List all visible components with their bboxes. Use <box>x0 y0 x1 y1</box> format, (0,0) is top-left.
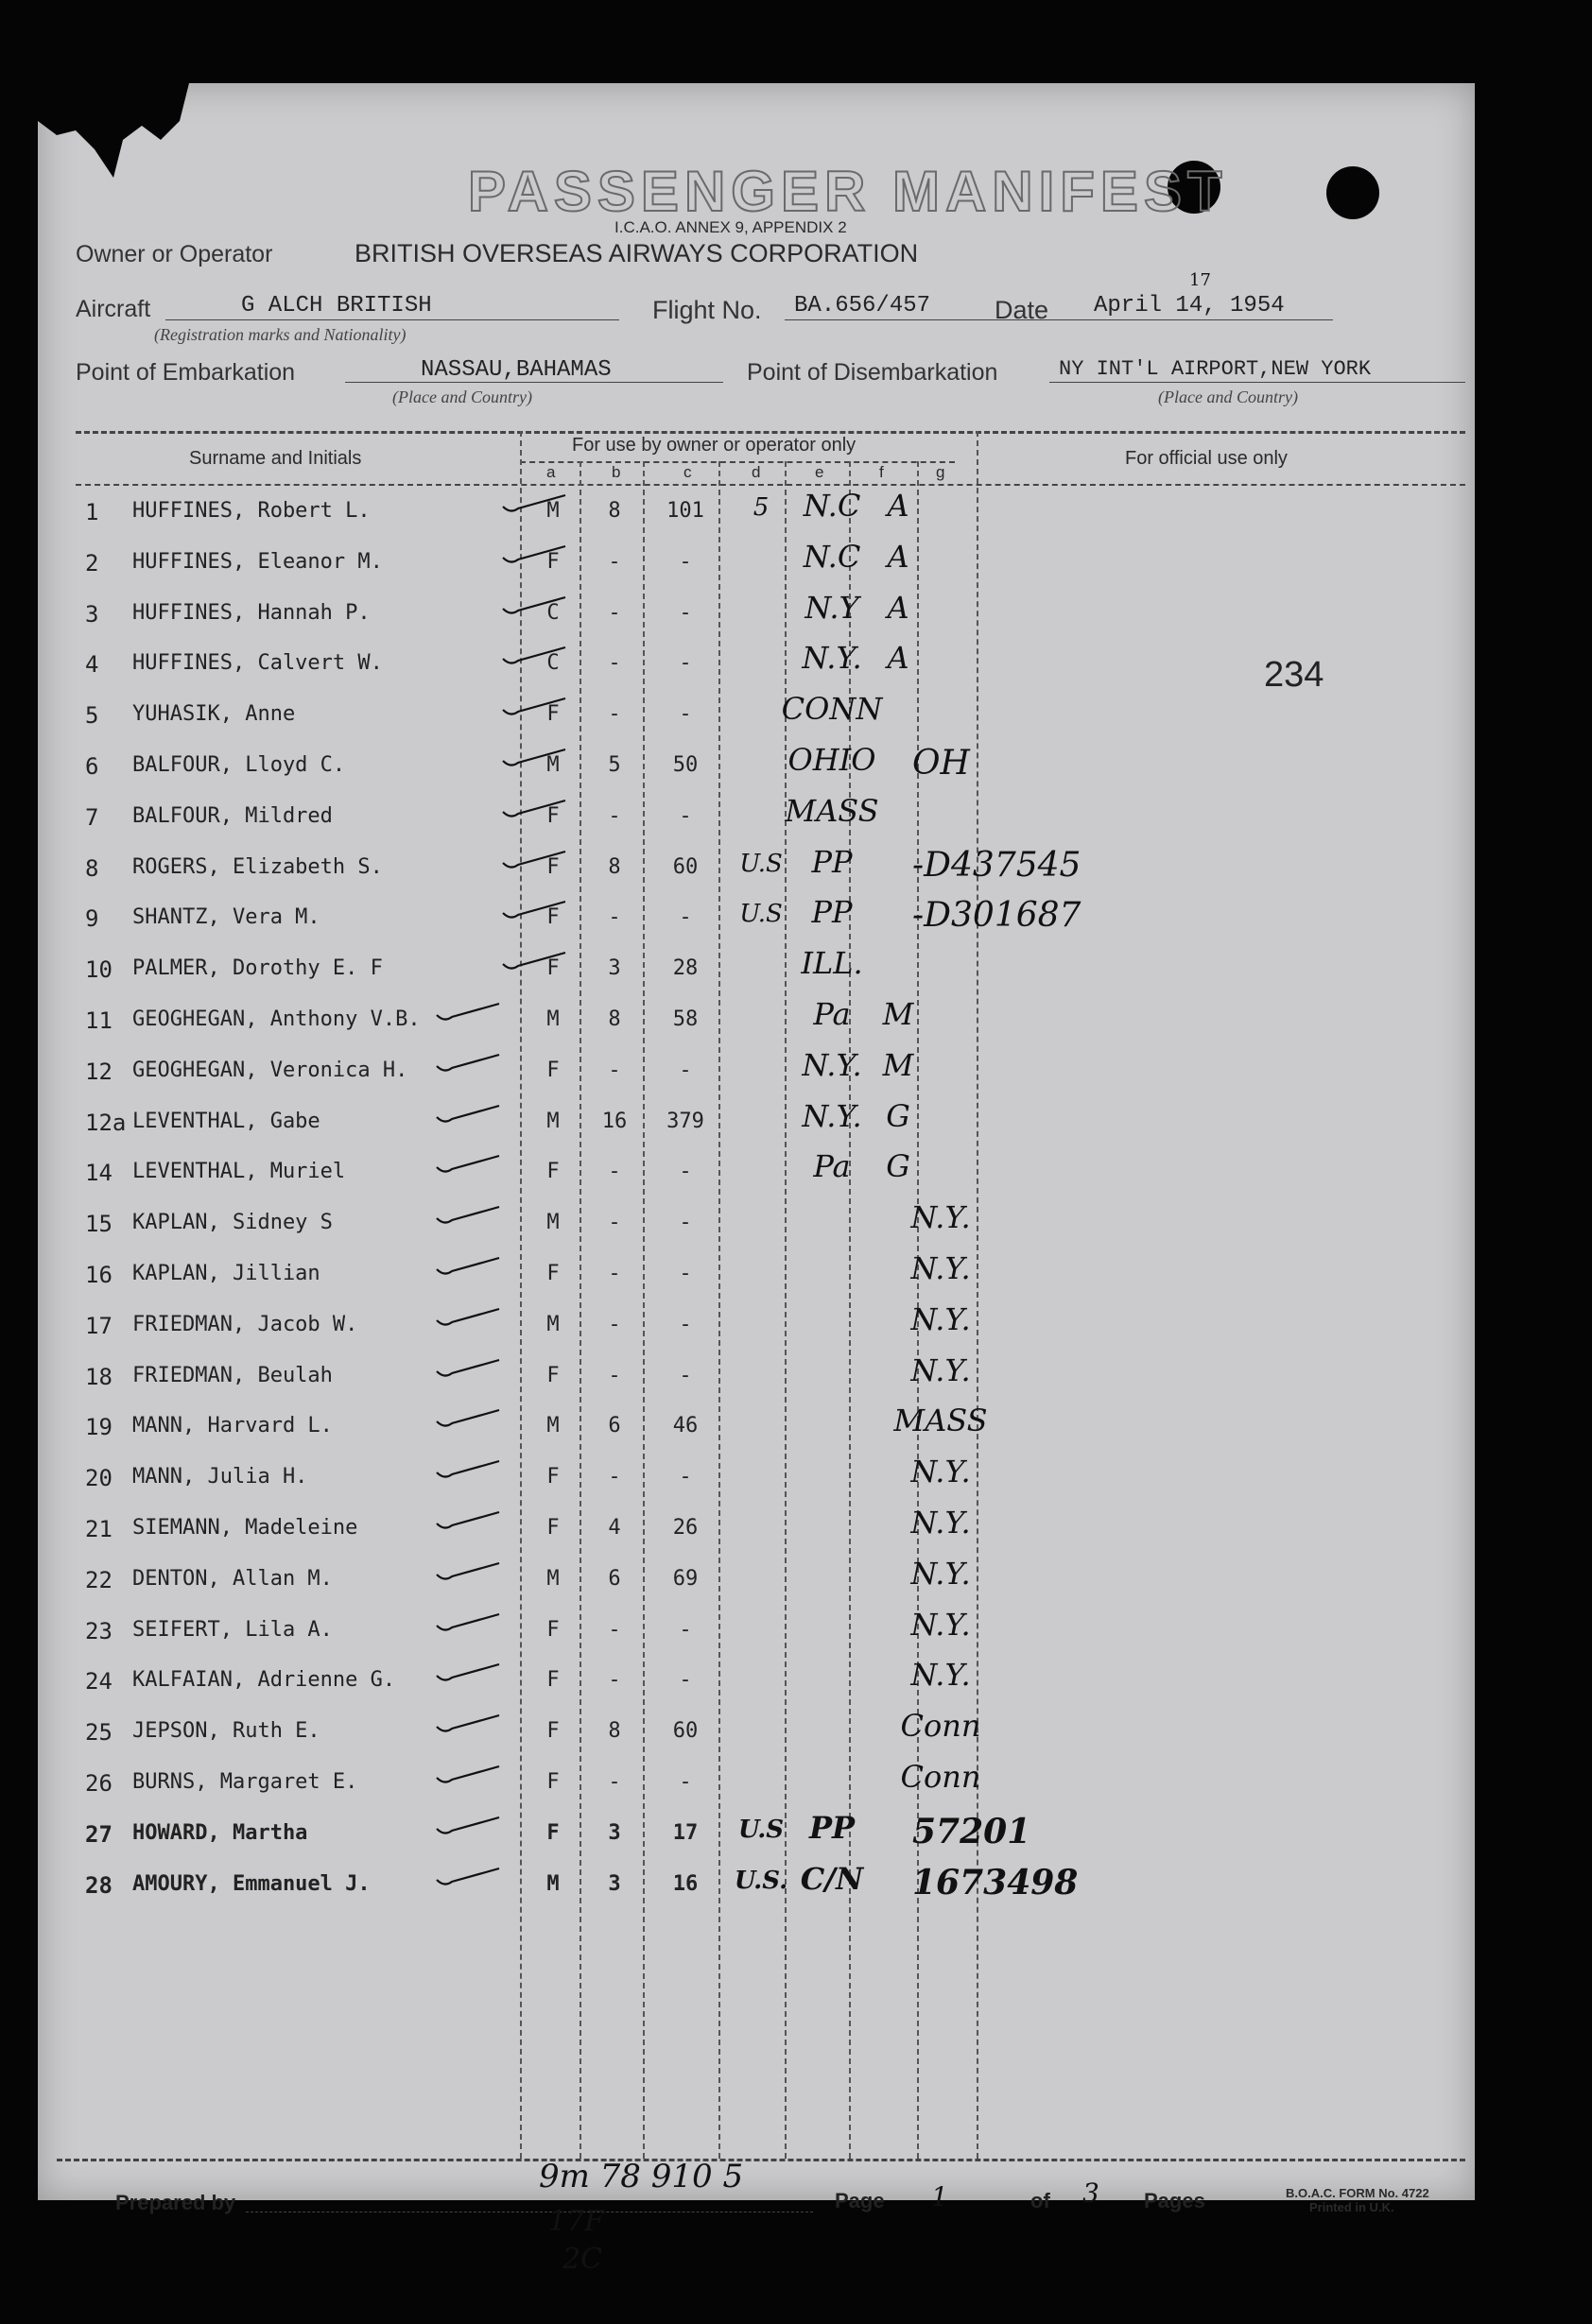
passenger-weight: 50 <box>672 753 699 777</box>
aircraft-value: G ALCH BRITISH <box>241 293 432 318</box>
passenger-weight: 46 <box>672 1414 699 1438</box>
passenger-number: 26 <box>85 1770 112 1797</box>
passenger-bags: - <box>608 651 621 676</box>
page-value: 1 <box>931 2181 948 2212</box>
passenger-number: 16 <box>85 1262 112 1288</box>
passenger-code: N.Y. <box>910 1454 971 1490</box>
passenger-row <box>38 742 1475 800</box>
passenger-sex: M <box>546 1871 560 1896</box>
check-mark-icon <box>501 799 567 821</box>
passenger-sex: F <box>546 803 560 828</box>
passenger-number: 4 <box>85 651 99 679</box>
check-mark-icon <box>435 1256 501 1279</box>
passenger-document-number: 1673498 <box>912 1862 1079 1902</box>
table-bottom-rule <box>57 2159 1465 2161</box>
passenger-row <box>38 1046 1475 1106</box>
check-mark-icon <box>435 1104 501 1127</box>
passenger-name: KAPLAN, Jillian <box>132 1262 320 1285</box>
passenger-bags: 16 <box>601 1109 628 1133</box>
passenger-weight: - <box>679 1211 692 1235</box>
passenger-bags: - <box>608 1160 621 1184</box>
col-owner-use-header: For use by owner or operator only <box>572 435 857 456</box>
check-mark-icon <box>501 646 567 668</box>
passenger-residence: C/N <box>800 1860 864 1897</box>
passenger-name: SEIFERT, Lila A. <box>132 1617 333 1642</box>
check-mark-icon <box>435 1561 501 1584</box>
passenger-row <box>38 538 1475 597</box>
passenger-bags: - <box>608 600 621 625</box>
passenger-row <box>38 1759 1475 1817</box>
check-mark-icon <box>501 493 567 516</box>
prepared-by-label: Prepared by <box>115 2191 236 2214</box>
passenger-bags: - <box>608 1058 621 1082</box>
passenger-name: MANN, Harvard L. <box>132 1414 333 1438</box>
passenger-code: A <box>887 488 909 524</box>
passenger-number: 19 <box>85 1414 112 1441</box>
passenger-weight: - <box>679 651 692 676</box>
embark-value: NASSAU,BAHAMAS <box>421 357 612 383</box>
passenger-code: N.Y. <box>910 1505 971 1541</box>
passenger-weight: 17 <box>672 1820 699 1845</box>
passenger-row <box>38 1809 1475 1868</box>
passenger-name: GEOGHEGAN, Veronica H. <box>132 1058 408 1082</box>
passenger-sex: M <box>546 1566 560 1591</box>
passenger-bags: - <box>608 1465 621 1489</box>
passenger-residence: Pa <box>813 1148 851 1185</box>
check-mark-icon <box>501 697 567 719</box>
passenger-weight: - <box>679 803 692 828</box>
passenger-code: MASS <box>893 1403 988 1439</box>
passenger-number: 2 <box>85 549 99 577</box>
passenger-row <box>38 1300 1475 1360</box>
passenger-residence: N.Y. <box>802 640 862 677</box>
passenger-sex: M <box>546 1312 560 1336</box>
check-mark-icon <box>501 850 567 872</box>
passenger-weight: 16 <box>672 1871 699 1896</box>
passenger-name: JEPSON, Ruth E. <box>132 1719 320 1744</box>
passenger-code: Conn <box>900 1759 981 1795</box>
passenger-number: 12 <box>85 1058 112 1085</box>
passenger-weight: - <box>679 1058 692 1082</box>
passenger-weight: - <box>679 600 692 625</box>
passenger-number: 9 <box>85 905 99 933</box>
check-mark-icon <box>501 595 567 618</box>
passenger-number: 25 <box>85 1719 112 1747</box>
owner-value: BRITISH OVERSEAS AIRWAYS CORPORATION <box>355 239 919 267</box>
passenger-bags: - <box>608 1262 621 1285</box>
check-mark-icon <box>435 1816 501 1838</box>
passenger-weight: - <box>679 905 692 930</box>
passenger-row <box>38 691 1475 749</box>
passenger-residence: N.Y. <box>802 1046 862 1083</box>
passenger-row <box>38 1555 1475 1614</box>
passenger-sex: M <box>546 753 560 777</box>
passenger-weight: 379 <box>666 1109 704 1133</box>
passenger-sex: F <box>546 956 560 981</box>
registration-note: (Registration marks and Nationality) <box>154 325 407 344</box>
passenger-name: PALMER, Dorothy E. F <box>132 956 383 981</box>
check-mark-icon <box>435 1510 501 1533</box>
passenger-code: N.Y. <box>910 1300 971 1337</box>
official-number: 234 <box>1264 655 1324 695</box>
passenger-sex: F <box>546 854 560 879</box>
passenger-name: KALFAIAN, Adrienne G. <box>132 1668 396 1693</box>
passenger-number: 21 <box>85 1516 112 1542</box>
subcol-d: d <box>752 463 761 481</box>
passenger-sex: M <box>546 1007 560 1031</box>
page-label: Page <box>835 2189 885 2212</box>
passenger-number: 14 <box>85 1160 112 1187</box>
printed-in: Printed in U.K. <box>1309 2200 1394 2214</box>
check-mark-icon <box>435 1867 501 1889</box>
table-header-rule <box>76 484 1465 486</box>
check-mark-icon <box>435 1053 501 1076</box>
col-official-header: For official use only <box>1125 448 1288 469</box>
pages-label: Pages <box>1144 2189 1205 2212</box>
passenger-sex: F <box>546 1363 560 1387</box>
passenger-row <box>38 1505 1475 1563</box>
passenger-bags: - <box>608 1363 621 1387</box>
passenger-bags: - <box>608 702 621 727</box>
form-number: B.O.A.C. FORM No. 4722 <box>1286 2186 1429 2200</box>
embark-underline <box>345 382 723 383</box>
passenger-weight: - <box>679 1465 692 1489</box>
flight-label: Flight No. <box>652 296 762 324</box>
passenger-sex: M <box>546 499 560 523</box>
subcol-c: c <box>684 463 692 481</box>
passenger-residence: N.Y <box>805 589 859 626</box>
passenger-sex: F <box>546 1058 560 1082</box>
embark-label: Point of Embarkation <box>76 359 296 386</box>
passenger-residence: OHIO <box>787 742 876 778</box>
disembark-underline <box>1049 382 1465 383</box>
check-mark-icon <box>435 1662 501 1685</box>
passenger-number: 20 <box>85 1465 112 1492</box>
date-correction: 17 <box>1189 270 1211 290</box>
passenger-residence: ILL. <box>801 945 863 982</box>
passenger-name: BURNS, Margaret E. <box>132 1770 358 1794</box>
passenger-row <box>38 640 1475 698</box>
passenger-sex: F <box>546 1668 560 1693</box>
passenger-weight: - <box>679 549 692 574</box>
passenger-bags: - <box>608 1211 621 1235</box>
passenger-nationality: U.S <box>739 849 783 878</box>
passenger-nationality: U.S <box>737 1815 785 1844</box>
passenger-sex: F <box>546 702 560 727</box>
check-mark-icon <box>435 1358 501 1381</box>
passenger-residence: N.Y. <box>802 1097 862 1134</box>
passenger-document-number: -D301687 <box>912 896 1082 936</box>
passenger-bags: - <box>608 1770 621 1794</box>
passenger-row <box>38 488 1475 546</box>
passenger-row <box>38 589 1475 648</box>
passenger-weight: 60 <box>672 1719 699 1744</box>
check-mark-icon <box>501 544 567 567</box>
check-mark-icon <box>435 1408 501 1431</box>
check-mark-icon <box>435 1713 501 1736</box>
check-mark-icon <box>435 1459 501 1482</box>
passenger-number: 7 <box>85 803 99 831</box>
check-mark-icon <box>435 1765 501 1787</box>
passenger-row <box>38 1860 1475 1919</box>
passenger-bags: - <box>608 1668 621 1693</box>
torn-corner <box>38 83 189 197</box>
check-mark-icon <box>435 1307 501 1330</box>
passenger-document-number: 57201 <box>912 1811 1031 1851</box>
check-mark-icon <box>501 900 567 922</box>
passenger-document-number: -D437545 <box>912 845 1082 885</box>
passenger-bags: - <box>608 803 621 828</box>
passenger-weight: 26 <box>672 1516 699 1540</box>
passenger-number: 6 <box>85 753 99 780</box>
passenger-residence: CONN <box>781 691 883 728</box>
passenger-sex: F <box>546 1617 560 1642</box>
passenger-code: G <box>886 1148 910 1185</box>
passenger-name: SIEMANN, Madeleine <box>132 1516 358 1540</box>
aircraft-underline <box>165 319 619 320</box>
passenger-weight: - <box>679 1363 692 1387</box>
passenger-number: 1 <box>85 499 99 525</box>
passenger-sex: F <box>546 1770 560 1794</box>
passenger-bags: 5 <box>608 753 621 777</box>
passenger-sex: F <box>546 549 560 574</box>
manifest-subtitle: I.C.A.O. ANNEX 9, APPENDIX 2 <box>614 218 847 236</box>
passenger-name: GEOGHEGAN, Anthony V.B. <box>132 1007 421 1031</box>
passenger-sex: F <box>546 1719 560 1744</box>
passenger-code: Conn <box>900 1708 981 1745</box>
passenger-bags: 8 <box>608 854 621 879</box>
passenger-weight: - <box>679 1312 692 1336</box>
passenger-number: 8 <box>85 854 99 882</box>
passenger-residence: PP <box>811 894 853 931</box>
subcol-b: b <box>612 463 621 481</box>
passenger-number: 18 <box>85 1363 112 1390</box>
passenger-number: 15 <box>85 1211 112 1238</box>
passenger-row <box>38 1148 1475 1207</box>
passenger-code: N.Y. <box>910 1199 971 1236</box>
passenger-number: 12a <box>85 1109 127 1136</box>
passenger-weight: 28 <box>672 956 699 981</box>
passenger-bags: 3 <box>608 956 621 981</box>
date-label: Date <box>995 296 1049 324</box>
passenger-weight: 69 <box>672 1566 699 1591</box>
passenger-residence: PP <box>808 1809 856 1846</box>
check-mark-icon <box>435 1612 501 1635</box>
passenger-row <box>38 894 1475 953</box>
check-mark-icon <box>501 748 567 770</box>
passenger-number: 11 <box>85 1007 112 1034</box>
subcol-f: f <box>879 463 884 481</box>
passenger-name: FRIEDMAN, Beulah <box>132 1363 333 1387</box>
totals-female: 17F <box>548 2205 604 2238</box>
check-mark-icon <box>435 1002 501 1024</box>
check-mark-icon <box>501 951 567 973</box>
passenger-name: MANN, Julia H. <box>132 1465 308 1489</box>
subcol-e: e <box>815 463 824 481</box>
passenger-number: 28 <box>85 1871 112 1899</box>
manifest-sheet <box>38 83 1475 2276</box>
passenger-sex: F <box>546 905 560 930</box>
passenger-row <box>38 1657 1475 1715</box>
passenger-bags: 4 <box>608 1516 621 1540</box>
punch-hole-right <box>1326 166 1379 219</box>
passenger-code: A <box>887 538 909 575</box>
passenger-code: G <box>886 1097 910 1134</box>
passenger-name: BALFOUR, Lloyd C. <box>132 753 346 777</box>
passenger-name: SHANTZ, Vera M. <box>132 905 320 930</box>
passenger-sex: C <box>546 600 560 625</box>
owner-label: Owner or Operator <box>76 241 273 267</box>
passenger-row <box>38 945 1475 1004</box>
passenger-sex: M <box>546 1109 560 1133</box>
passenger-sex: M <box>546 1414 560 1438</box>
passenger-bags: - <box>608 1312 621 1336</box>
passenger-number: 23 <box>85 1617 112 1644</box>
of-label: of <box>1030 2189 1050 2212</box>
passenger-name: KAPLAN, Sidney S <box>132 1211 333 1235</box>
date-value: April 14, 1954 <box>1094 293 1285 318</box>
passenger-code: N.Y. <box>910 1351 971 1388</box>
passenger-number: 24 <box>85 1668 112 1696</box>
subcol-g: g <box>936 463 945 481</box>
passenger-bags: 6 <box>608 1414 621 1438</box>
passenger-row <box>38 1351 1475 1411</box>
passenger-weight: - <box>679 1262 692 1285</box>
passenger-nationality: U.S. <box>734 1866 788 1895</box>
passenger-nationality: U.S <box>739 900 783 929</box>
passenger-residence: N.C <box>803 538 861 575</box>
flight-underline <box>785 319 1333 320</box>
of-value: 3 <box>1082 2178 1099 2209</box>
passenger-code: A <box>887 589 909 626</box>
aircraft-label: Aircraft <box>76 296 151 322</box>
passenger-name: AMOURY, Emmanuel J. <box>132 1871 371 1896</box>
passenger-name: YUHASIK, Anne <box>132 702 296 727</box>
passenger-bags: 3 <box>608 1820 621 1845</box>
passenger-weight: - <box>679 702 692 727</box>
passenger-sex: F <box>546 1820 560 1845</box>
passenger-number: 22 <box>85 1566 112 1593</box>
passenger-residence: N.C <box>803 488 861 524</box>
passenger-bags: - <box>608 1617 621 1642</box>
passenger-number: 10 <box>85 956 112 984</box>
passenger-weight: 101 <box>666 499 704 523</box>
passenger-name: LEVENTHAL, Muriel <box>132 1160 346 1184</box>
passenger-residence: Pa <box>813 996 851 1032</box>
passenger-sex: F <box>546 1465 560 1489</box>
passenger-row <box>38 996 1475 1055</box>
passenger-number: 17 <box>85 1312 112 1339</box>
passenger-document-number: OH <box>912 744 970 783</box>
disembark-note: (Place and Country) <box>1158 387 1298 406</box>
passenger-bags: 3 <box>608 1871 621 1896</box>
disembark-label: Point of Disembarkation <box>747 359 998 386</box>
passenger-weight: - <box>679 1668 692 1693</box>
passenger-name: HOWARD, Martha <box>132 1820 308 1845</box>
table-top-rule <box>76 431 1465 434</box>
passenger-number: 3 <box>85 600 99 628</box>
passenger-number: 5 <box>85 702 99 730</box>
passenger-code: M <box>882 996 914 1032</box>
passenger-code: A <box>887 640 909 677</box>
passenger-weight: 58 <box>672 1007 699 1031</box>
passenger-row <box>38 843 1475 903</box>
passenger-sex: C <box>546 651 560 676</box>
passenger-name: DENTON, Allan M. <box>132 1566 333 1591</box>
totals-handwritten: 9m 78 910 5 <box>539 2158 744 2195</box>
passenger-name: HUFFINES, Calvert W. <box>132 651 383 676</box>
passenger-row <box>38 1606 1475 1665</box>
passenger-code: N.Y. <box>910 1606 971 1643</box>
passenger-name: LEVENTHAL, Gabe <box>132 1109 320 1133</box>
passenger-row <box>38 1250 1475 1309</box>
check-mark-icon <box>435 1205 501 1228</box>
passenger-weight: 60 <box>672 854 699 879</box>
passenger-sex: F <box>546 1160 560 1184</box>
passenger-bags: 8 <box>608 1719 621 1744</box>
subcol-a: a <box>546 463 556 481</box>
passenger-row <box>38 1403 1475 1461</box>
passenger-row <box>38 1199 1475 1258</box>
passenger-row <box>38 1454 1475 1512</box>
subcol-rule <box>520 461 955 463</box>
passenger-name: HUFFINES, Eleanor M. <box>132 549 383 574</box>
passenger-bags: 8 <box>608 499 621 523</box>
passenger-code: M <box>882 1046 914 1083</box>
passenger-sex: F <box>546 1262 560 1285</box>
manifest-title: PASSENGER MANIFEST <box>468 160 1228 223</box>
passenger-sex: M <box>546 1211 560 1235</box>
passenger-code: N.Y. <box>910 1555 971 1592</box>
passenger-weight: - <box>679 1160 692 1184</box>
passenger-bags: 8 <box>608 1007 621 1031</box>
passenger-row <box>38 1097 1475 1157</box>
passenger-number: 27 <box>85 1820 112 1848</box>
passenger-name: HUFFINES, Robert L. <box>132 499 371 523</box>
totals-children: 2C <box>562 2243 603 2276</box>
passenger-nationality: 5 <box>753 493 770 522</box>
passenger-bags: 6 <box>608 1566 621 1591</box>
passenger-code: N.Y. <box>910 1657 971 1694</box>
passenger-bags: - <box>608 549 621 574</box>
passenger-bags: - <box>608 905 621 930</box>
passenger-name: BALFOUR, Mildred <box>132 803 333 828</box>
passenger-code: N.Y. <box>910 1250 971 1286</box>
passenger-residence: MASS <box>785 792 879 829</box>
passenger-name: HUFFINES, Hannah P. <box>132 600 371 625</box>
passenger-row <box>38 1708 1475 1766</box>
passenger-sex: F <box>546 1516 560 1540</box>
passenger-residence: PP <box>811 843 853 880</box>
passenger-row <box>38 792 1475 852</box>
col-surname-header: Surname and Initials <box>189 448 362 469</box>
disembark-value: NY INT'L AIRPORT,NEW YORK <box>1059 357 1372 381</box>
check-mark-icon <box>435 1154 501 1177</box>
passenger-weight: - <box>679 1770 692 1794</box>
passenger-name: FRIEDMAN, Jacob W. <box>132 1312 358 1336</box>
flight-value: BA.656/457 <box>794 293 931 318</box>
passenger-name: ROGERS, Elizabeth S. <box>132 854 383 879</box>
embark-note: (Place and Country) <box>392 387 532 406</box>
passenger-weight: - <box>679 1617 692 1642</box>
